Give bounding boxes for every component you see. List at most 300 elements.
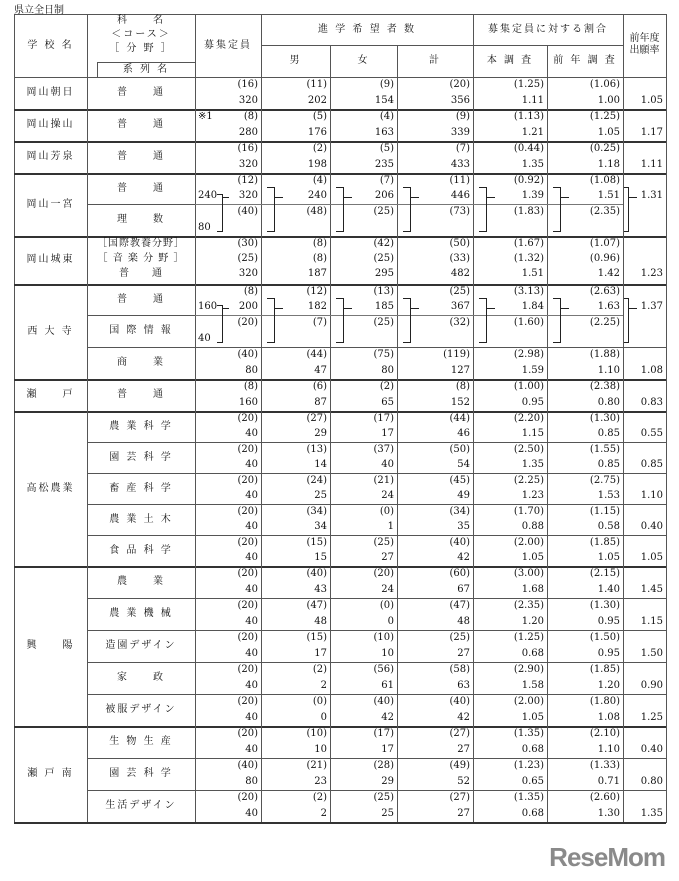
paren-value: (48) [306,206,327,217]
value: 198 [307,159,327,170]
value: 482 [450,268,470,279]
resemom-logo: ReseMom [549,842,665,872]
value: 1.59 [521,365,544,376]
paren-value: (47) [306,600,327,611]
paren-value: (8) [312,238,327,249]
value: 0.68 [521,648,544,659]
value: 339 [450,127,470,138]
paren-value: (27) [449,792,470,803]
paren-value: (1.30) [589,600,620,611]
value: 1.00 [597,95,620,106]
bracket-icon [267,298,275,343]
paren-value: (1.25) [513,632,544,643]
value: 40 [245,712,258,723]
paren-value: (7) [379,175,394,186]
paren-value: (1.55) [589,444,620,455]
paren-value: (47) [449,600,470,611]
paren-value: (13) [306,444,327,455]
bracket-tick [629,197,637,198]
course-line: ［ 音 楽 分 野 ］ [97,253,185,264]
combined-value: 200 [238,301,258,312]
paren-value: (27) [449,728,470,739]
prev-rate-cell [623,284,667,348]
paren-value: (2.63) [589,286,620,297]
value: 29 [381,776,394,787]
paren-value: (2.98) [513,349,544,360]
value: 1.10 [597,744,620,755]
value: 24 [381,584,394,595]
paren-value: (1.15) [589,506,620,517]
paren-value: (20) [237,317,258,328]
value: 1.51 [521,268,544,279]
paren-value: (7) [455,143,470,154]
value: 1.20 [597,680,620,691]
course-name: 普 通 [117,293,165,305]
prev-rate-value: 1.25 [640,712,663,723]
value: 160 [238,397,258,408]
paren-value: (44) [306,349,327,360]
paren-value: (4) [312,175,327,186]
prev-rate-value: 1.31 [640,190,663,201]
value: 0.95 [597,616,620,627]
paren-value: (1.88) [589,349,620,360]
paren-value: (45) [449,475,470,486]
paren-value: (17) [373,413,394,424]
value: 1.05 [597,127,620,138]
value: 65 [381,397,394,408]
value: 176 [307,127,327,138]
header-current-label: 本 調 査 [486,55,534,66]
prev-rate-value: 0.55 [640,428,663,439]
value: 1.42 [597,268,620,279]
value: 0.80 [597,397,620,408]
paren-value: (20) [237,506,258,517]
value: 1.18 [597,159,620,170]
paren-value: (20) [237,444,258,455]
header-male-label: 男 [289,55,302,66]
course-line: 普 通 [119,268,163,279]
value: 40 [245,521,258,532]
course-name: 園 芸 科 学 [109,451,173,463]
row-divider [195,204,261,205]
split-value: 80 [198,222,211,233]
course-name: 食 品 科 学 [109,544,173,556]
value: 127 [450,365,470,376]
paren-value: (8) [243,381,258,392]
bracket-icon [267,187,275,232]
value: 1.35 [521,459,544,470]
value: 320 [238,159,258,170]
paren-value: (20) [237,568,258,579]
paren-value: (1.60) [513,317,544,328]
bracket-tick [223,197,229,198]
value: 1.35 [521,159,544,170]
value: 1.05 [521,712,544,723]
paren-value: (0.44) [513,143,544,154]
paren-value: (33) [449,253,470,264]
paren-value: (1.85) [589,664,620,675]
value: 17 [381,428,394,439]
prev-rate-value: 0.90 [640,680,663,691]
paren-value: (20) [237,632,258,643]
value: 2 [320,808,327,819]
paren-value: (34) [449,506,470,517]
paren-value: (1.35) [513,728,544,739]
prev-rate-value: 1.15 [640,616,663,627]
value: 40 [245,744,258,755]
prev-rate-value: 1.08 [640,365,663,376]
prev-rate-value: 1.23 [640,268,663,279]
paren-value: (15) [306,537,327,548]
course-name: 商 業 [117,357,165,368]
course-name: 農 業 科 学 [109,420,173,432]
paren-value: (1.23) [513,760,544,771]
course-name: 国 際 情 報 [109,325,173,336]
paren-value: (16) [237,79,258,90]
paren-value: (25) [373,792,394,803]
value: 0.65 [521,776,544,787]
paren-value: (2.50) [513,444,544,455]
value: 42 [381,712,394,723]
combined-value: 1.51 [597,190,620,201]
combined-value: 367 [450,301,470,312]
paren-value: (20) [237,475,258,486]
value: 42 [457,712,470,723]
paren-value: (40) [373,696,394,707]
value: 202 [307,95,327,106]
value: 1.15 [521,428,544,439]
paren-value: (17) [373,728,394,739]
bracket-icon [553,298,561,343]
value: 25 [314,490,327,501]
paren-value: (42) [373,238,394,249]
split-value: 240 [198,190,218,201]
combined-value: 182 [307,301,327,312]
paren-value: (0) [379,506,394,517]
value: 80 [245,776,258,787]
paren-value: (13) [373,286,394,297]
value: 47 [314,365,327,376]
value: 61 [381,680,394,691]
paren-value: (1.50) [589,632,620,643]
paren-value: (3.13) [513,286,544,297]
value: 1 [387,521,394,532]
course-name: 普 通 [117,87,165,98]
paren-value: (9) [455,111,470,122]
paren-value: (1.30) [589,413,620,424]
bracket-icon [479,298,487,343]
paren-value: (1.25) [513,79,544,90]
value: 25 [381,808,394,819]
paren-value: (2.90) [513,664,544,675]
paren-value: (2) [312,664,327,675]
paren-value: (16) [237,143,258,154]
paren-value: (1.67) [513,238,544,249]
value: 0.68 [521,808,544,819]
prev-rate-cell [623,173,667,237]
course-name: 畜 産 科 学 [109,482,173,494]
value: 27 [457,808,470,819]
paren-value: (21) [373,475,394,486]
school-name: 岡山一宮 [26,198,75,210]
paren-value: (2.25) [513,475,544,486]
paren-value: (2.75) [589,475,620,486]
paren-value: (25) [373,317,394,328]
paren-value: (11) [449,175,470,186]
value: 1.05 [521,552,544,563]
paren-value: (7) [312,317,327,328]
paren-value: (6) [312,381,327,392]
value: 40 [381,459,394,470]
paren-value: (2.00) [513,537,544,548]
paren-value: (10) [306,728,327,739]
paren-value: (0) [312,696,327,707]
bracket-icon [403,187,411,232]
header-series-label: 系 列 名 [122,64,170,75]
course-name: 家 政 [117,672,165,683]
paren-value: (44) [449,413,470,424]
value: 0.85 [597,459,620,470]
value: 49 [457,490,470,501]
paren-value: (3.00) [513,568,544,579]
prev-rate-value: 0.85 [640,459,663,470]
value: 0 [387,616,394,627]
school-name: 岡山芳泉 [26,151,75,162]
combined-value: 1.63 [597,301,620,312]
prev-rate-value: 1.37 [640,301,663,312]
school-name: 岡山城東 [26,254,75,265]
paren-value: (2.60) [589,792,620,803]
course-name: 普 通 [117,182,165,194]
paren-value: (25) [237,253,258,264]
header-previous-label: 前 年 調 査 [553,55,617,66]
paren-value: (1.00) [513,381,544,392]
paren-value: (1.35) [513,792,544,803]
paren-value: (2.15) [589,568,620,579]
value: 0.85 [597,428,620,439]
paren-value: (37) [373,444,394,455]
bracket-tick [275,197,283,198]
paren-value: (12) [237,175,258,186]
paren-value: (2.35) [589,206,620,217]
value: 17 [314,648,327,659]
combined-value: 1.84 [521,301,544,312]
paren-value: (8) [312,253,327,264]
value: 1.21 [521,127,544,138]
value: 80 [381,365,394,376]
course-name: 普 通 [117,119,165,130]
value: 40 [245,459,258,470]
prev-rate-value: 1.05 [640,552,663,563]
value: 0 [320,712,327,723]
paren-value: (40) [449,696,470,707]
value: 0.68 [521,744,544,755]
value: 40 [245,680,258,691]
header-course-label: 科 名 [117,15,165,26]
paren-value: (0.25) [589,143,620,154]
school-name: 岡山朝日 [26,87,75,98]
paren-value: (20) [449,79,470,90]
paren-value: (27) [306,413,327,424]
value: 40 [245,616,258,627]
value: 187 [307,268,327,279]
paren-value: (60) [449,568,470,579]
school-name: 瀬 戸 南 [27,768,74,779]
prev-rate-value: 1.17 [640,127,663,138]
bracket-tick [344,308,352,309]
paren-value: (1.85) [589,537,620,548]
paren-value: (34) [306,506,327,517]
bracket-tick [344,197,352,198]
paren-value: (5) [379,143,394,154]
paren-value: (1.08) [589,175,620,186]
paren-value: (2.20) [513,413,544,424]
bracket-icon [624,298,629,343]
bracket-tick [275,308,283,309]
value: 1.58 [521,680,544,691]
value: 1.10 [597,365,620,376]
school-name: 西 大 寺 [27,325,74,337]
value: 40 [245,808,258,819]
paren-value: (50) [449,238,470,249]
course-name: 普 通 [117,151,165,162]
school-name: 高松農業 [26,482,75,494]
school-name: 瀬 戸 [26,389,75,400]
paren-value: (20) [237,537,258,548]
value: 80 [245,365,258,376]
paren-value: (0.92) [513,175,544,186]
paren-value: (12) [306,286,327,297]
value: 235 [374,159,394,170]
course-name: 農 業 土 木 [109,513,173,525]
value: 280 [238,127,258,138]
paren-value: (25) [373,253,394,264]
value: 14 [314,459,327,470]
course-name: 普 通 [117,389,165,400]
bracket-icon [336,298,344,343]
paren-value: (8) [243,111,258,122]
bracket-icon [553,187,561,232]
paren-value: (15) [306,632,327,643]
value: 163 [374,127,394,138]
note-mark: ※1 [198,111,213,122]
paren-value: (1.33) [589,760,620,771]
value: 24 [381,490,394,501]
paren-value: (20) [373,568,394,579]
paren-value: (40) [237,349,258,360]
value: 48 [314,616,327,627]
value: 1.20 [521,616,544,627]
paren-value: (1.32) [513,253,544,264]
bracket-tick [411,197,419,198]
value: 0.95 [521,397,544,408]
paren-value: (20) [237,600,258,611]
paren-value: (2.35) [513,600,544,611]
value: 40 [245,584,258,595]
bracket-icon [624,187,629,232]
paren-value: (8) [243,286,258,297]
value: 15 [314,552,327,563]
paren-value: (11) [306,79,327,90]
table-caption: 県立全日制 [14,5,64,16]
header-prev-rate-2: 出願率 [629,45,660,56]
value: 1.68 [521,584,544,595]
paren-value: (40) [306,568,327,579]
paren-value: (2.00) [513,696,544,707]
paren-value: (32) [449,317,470,328]
prev-rate-value: 0.80 [640,776,663,787]
value: 320 [238,95,258,106]
combined-value: 240 [307,190,327,201]
value: 0.95 [597,648,620,659]
paren-value: (58) [449,664,470,675]
value: 52 [457,776,470,787]
header-capacity-label: 募集定員 [204,39,252,51]
value: 320 [238,268,258,279]
value: 67 [457,584,470,595]
school-divider [14,822,666,824]
value: 35 [457,521,470,532]
header-course-sub: ＜コース＞ [111,29,171,40]
course-name: 園 芸 科 学 [109,768,173,779]
bracket-icon [403,298,411,343]
bracket-tick [487,197,495,198]
course-name: 理 数 [117,214,165,225]
paren-value: (40) [237,760,258,771]
value: 40 [245,552,258,563]
paren-value: (75) [373,349,394,360]
paren-value: (1.80) [589,696,620,707]
school-name: 興 陽 [26,640,75,651]
paren-value: (5) [312,111,327,122]
bracket-tick [223,308,229,309]
paren-value: (56) [373,664,394,675]
prev-rate-value: 1.35 [640,808,663,819]
paren-value: (20) [237,413,258,424]
prev-rate-value: 1.50 [640,648,663,659]
value: 48 [457,616,470,627]
header-ratio-label: 募集定員に対する割合 [488,23,608,35]
paren-value: (2) [379,381,394,392]
paren-value: (4) [379,111,394,122]
value: 1.53 [597,490,620,501]
combined-value: 446 [450,190,470,201]
value: 27 [457,744,470,755]
value: 29 [314,428,327,439]
value: 1.23 [521,490,544,501]
value: 43 [314,584,327,595]
paren-value: (20) [237,792,258,803]
paren-value: (10) [373,632,394,643]
header-prev-rate-1: 前年度 [629,33,660,44]
value: 0.71 [597,776,620,787]
paren-value: (2.38) [589,381,620,392]
value: 1.40 [597,584,620,595]
value: 1.30 [597,808,620,819]
value: 87 [314,397,327,408]
split-value: 40 [198,333,211,344]
value: 154 [374,95,394,106]
course-name: 生 物 生 産 [109,736,173,747]
prev-rate-value: 1.11 [640,159,663,170]
paren-value: (1.70) [513,506,544,517]
school-name: 岡山操山 [26,119,75,130]
value: 0.88 [521,521,544,532]
paren-value: (50) [449,444,470,455]
value: 1.05 [597,552,620,563]
paren-value: (8) [455,381,470,392]
paren-value: (1.83) [513,206,544,217]
